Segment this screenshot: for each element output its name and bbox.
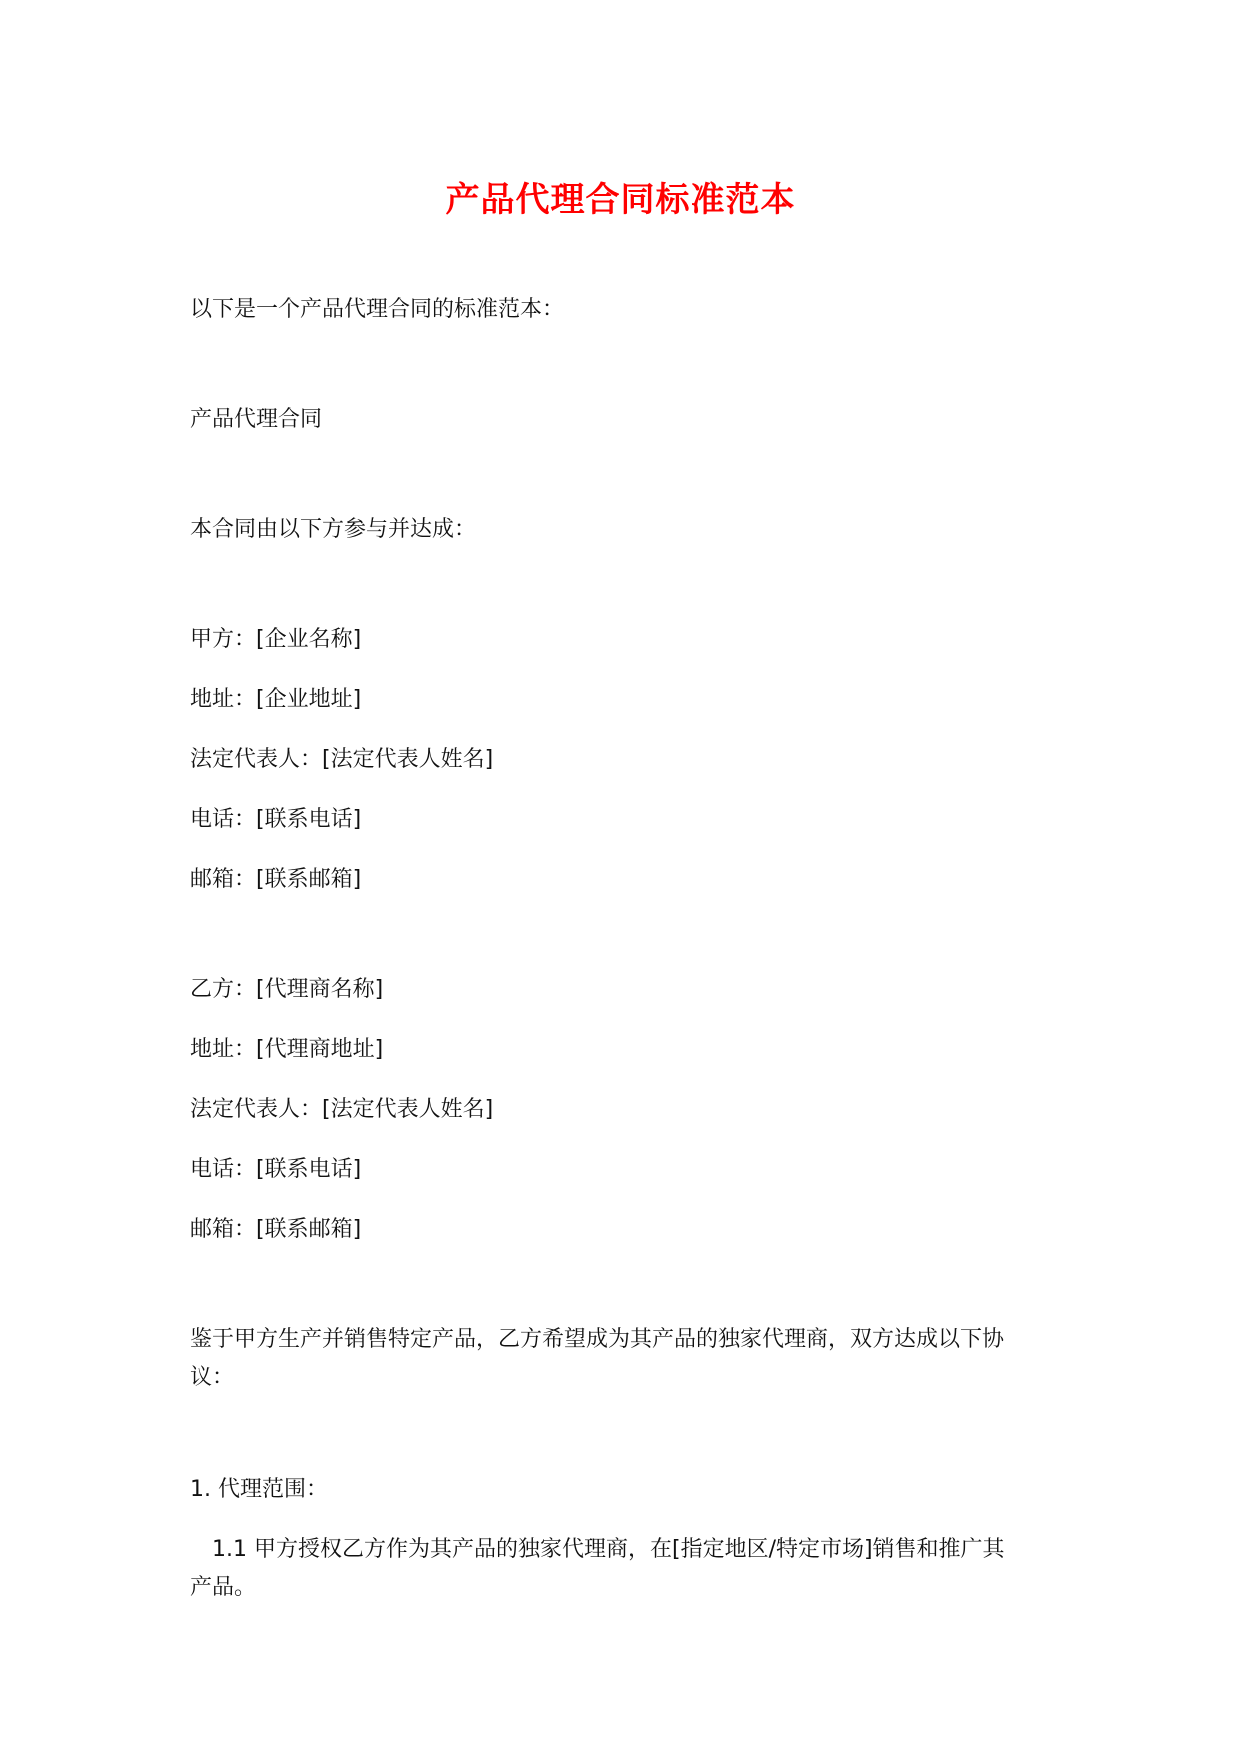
recital-line-1: 鉴于甲方生产并销售特定产品，乙方希望成为其产品的独家代理商，双方达成以下协 — [190, 1327, 1005, 1352]
clause-1-1-line-1: 1.1 甲方授权乙方作为其产品的独家代理商，在[指定地区/特定市场]销售和推广其 — [212, 1537, 1005, 1562]
party-b-name: 乙方：[代理商名称] — [190, 977, 384, 1002]
party-a-address: 地址：[企业地址] — [190, 687, 362, 712]
party-a-name: 甲方：[企业名称] — [190, 627, 362, 652]
party-b-address: 地址：[代理商地址] — [190, 1037, 384, 1062]
parties-intro: 本合同由以下方参与并达成： — [190, 517, 477, 542]
recital-line-2: 议： — [190, 1365, 235, 1390]
section-1-heading: 1. 代理范围： — [190, 1477, 328, 1502]
party-b-email: 邮箱：[联系邮箱] — [190, 1217, 362, 1242]
clause-1-1-line-2: 产品。 — [190, 1575, 257, 1600]
contract-name: 产品代理合同 — [190, 407, 323, 432]
party-b-phone: 电话：[联系电话] — [190, 1157, 362, 1182]
party-a-phone: 电话：[联系电话] — [190, 807, 362, 832]
document-title: 产品代理合同标准范本 — [445, 180, 796, 220]
party-b-legal-rep: 法定代表人：[法定代表人姓名] — [190, 1097, 494, 1122]
party-a-email: 邮箱：[联系邮箱] — [190, 867, 362, 892]
party-a-legal-rep: 法定代表人：[法定代表人姓名] — [190, 747, 494, 772]
intro-paragraph: 以下是一个产品代理合同的标准范本： — [190, 297, 565, 322]
